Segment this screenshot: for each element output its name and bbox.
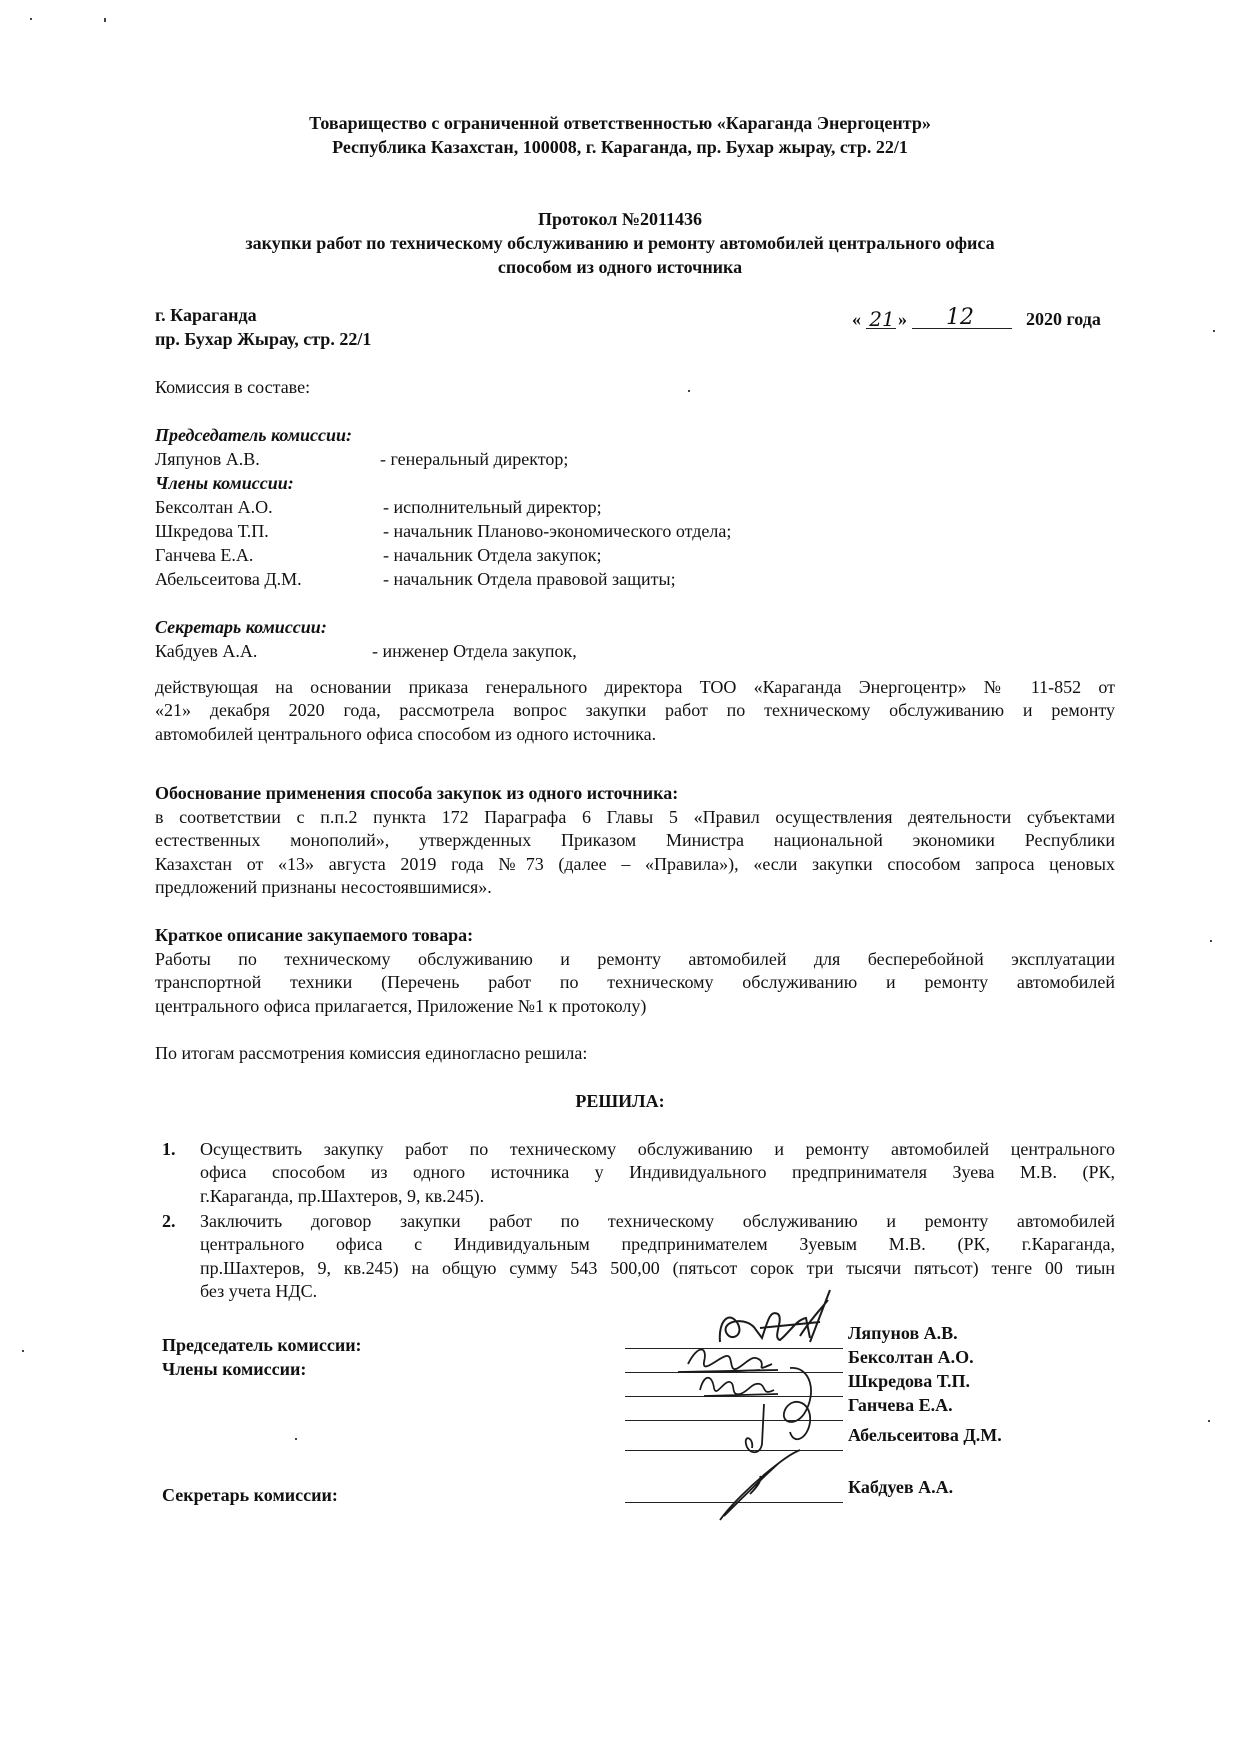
- date-day: 21: [869, 307, 895, 331]
- member-role: - исполнительный директор;: [383, 497, 602, 517]
- member-role: - начальник Планово-экономического отдела;: [383, 521, 732, 541]
- scan-speck: [295, 1438, 297, 1440]
- description-paragraph: [155, 948, 1115, 1018]
- description-heading: Краткое описание закупаемого товара:: [155, 925, 474, 945]
- scan-speck: [30, 18, 32, 20]
- secretary-name: Кабдуев А.А.: [155, 641, 258, 661]
- basis-line: «21» декабря 2020 года, рассмотрела вопрос закупки работ по техническому обслуживанию и ремонту: [155, 700, 1115, 721]
- decision-item: [200, 1210, 1115, 1304]
- member-name: Бексолтан А.О.: [155, 497, 273, 517]
- scan-speck: [22, 1350, 24, 1352]
- decision-heading: РЕШИЛА:: [575, 1091, 665, 1111]
- scan-speck: [1213, 330, 1215, 332]
- date-day-line: [866, 328, 896, 329]
- justification-line: Казахстан от «13» августа 2019 года №73 (далее – «Правила»), «если закупки способом запроса ценовых: [155, 853, 1115, 874]
- decision-item-number: 1.: [162, 1139, 176, 1159]
- sig-chair-label: Председатель комиссии:: [162, 1335, 362, 1355]
- secretary-heading: Секретарь комиссии:: [155, 617, 327, 637]
- sig-members-label: Члены комиссии:: [162, 1359, 307, 1379]
- decision-line: офиса способом из одного источника у Индивидуального предпринимателя Зуева М.В. (РК,: [200, 1162, 1115, 1183]
- decision-item-number: 2.: [162, 1211, 176, 1231]
- org-name: Товарищество с ограниченной ответственностью «Караганда Энергоцентр»: [309, 113, 931, 133]
- scan-speck: [688, 390, 690, 392]
- basis-line: действующая на основании приказа генерального директора ТОО «Караганда Энергоцентр» № 11-852 от: [155, 677, 1115, 697]
- justification-heading: Обоснование применения способа закупок из одного источника:: [155, 783, 679, 803]
- decision-line: центрального офиса с Индивидуальным предпринимателем Зуевым М.В. (РК, г.Караганда,: [200, 1234, 1115, 1255]
- protocol-subject-method: способом из одного источника: [497, 257, 743, 277]
- decision-line: Осуществить закупку работ по техническому обслуживанию и ремонту автомобилей центрального: [200, 1139, 1115, 1159]
- signatory-name: Ганчева Е.А.: [848, 1395, 953, 1415]
- member-name: Ганчева Е.А.: [155, 545, 254, 565]
- decision-line: г.Караганда, пр.Шахтеров, 9, кв.245).: [200, 1185, 485, 1206]
- members-heading: Члены комиссии:: [155, 473, 294, 493]
- sig-secretary-label: Секретарь комиссии:: [162, 1485, 338, 1505]
- chair-name: Ляпунов А.В.: [155, 449, 260, 469]
- protocol-subject: закупки работ по техническому обслуживанию и ремонту автомобилей центрального офиса: [245, 233, 995, 253]
- org-address: Республика Казахстан, 100008, г. Караганда, пр. Бухар жырау, стр. 22/1: [332, 137, 908, 157]
- date-month-line: [912, 328, 1012, 329]
- justification-line: в соответствии с п.п.2 пункта 172 Параграфа 6 Главы 5 «Правил осуществления деятельности субъектами: [155, 807, 1115, 827]
- city: г. Караганда: [155, 305, 257, 325]
- decision-line: без учета НДС.: [200, 1281, 318, 1302]
- justification-line: естественных монополий», утвержденных Приказом Министра национальной экономики Республики: [155, 830, 1115, 851]
- decision-item: [200, 1138, 1115, 1208]
- address: пр. Бухар Жырау, стр. 22/1: [155, 329, 372, 349]
- member-role: - начальник Отдела правовой защиты;: [383, 569, 676, 589]
- member-name: Абельсеитова Д.М.: [155, 569, 302, 589]
- description-line: центрального офиса прилагается, Приложение №1 к протоколу): [155, 995, 647, 1016]
- decision-line: Заключить договор закупки работ по техническому обслуживанию и ремонту автомобилей: [200, 1211, 1115, 1231]
- member-role: - начальник Отдела закупок;: [383, 545, 602, 565]
- justification-paragraph: [155, 806, 1115, 900]
- date-month: 12: [946, 305, 974, 330]
- member-name: Шкредова Т.П.: [155, 521, 269, 541]
- signature-kabduev: [700, 1446, 810, 1526]
- commission-intro: Комиссия в составе:: [155, 377, 311, 397]
- signatory-name: Бексолтан А.О.: [848, 1347, 974, 1367]
- description-line: транспортной техники (Перечень работ по техническому обслуживанию и ремонту автомобилей: [155, 972, 1115, 993]
- signatory-name: Ляпунов А.В.: [848, 1323, 958, 1343]
- scan-speck: [1210, 940, 1212, 942]
- scan-speck: [1208, 1420, 1210, 1422]
- secretary-role: - инженер Отдела закупок,: [372, 641, 577, 661]
- date-year: 2020 года: [1026, 309, 1101, 329]
- scan-speck: [104, 18, 106, 22]
- signatory-name: Абельсеитова Д.М.: [848, 1425, 1002, 1445]
- protocol-number: Протокол №2011436: [538, 209, 702, 229]
- signatory-name: Шкредова Т.П.: [848, 1371, 970, 1391]
- description-line: Работы по техническому обслуживанию и ремонту автомобилей для бесперебойной эксплуатации: [155, 949, 1115, 969]
- basis-paragraph: [155, 676, 1115, 746]
- chair-heading: Председатель комиссии:: [155, 425, 353, 445]
- justification-line: предложений признаны несостоявшимися».: [155, 877, 492, 898]
- signatory-name: Кабдуев А.А.: [848, 1477, 954, 1497]
- result-intro: По итогам рассмотрения комиссия единогласно решила:: [155, 1043, 588, 1063]
- date-close-quote: »: [898, 309, 907, 329]
- basis-line: автомобилей центрального офиса способом из одного источника.: [155, 723, 657, 744]
- decision-line: пр.Шахтеров, 9, кв.245) на общую сумму 543 500,00 (пятьсот сорок три тысячи пятьсот) тенге 00 тиын: [200, 1257, 1115, 1278]
- chair-role: - генеральный директор;: [380, 449, 569, 469]
- date-open-quote: «: [852, 309, 861, 329]
